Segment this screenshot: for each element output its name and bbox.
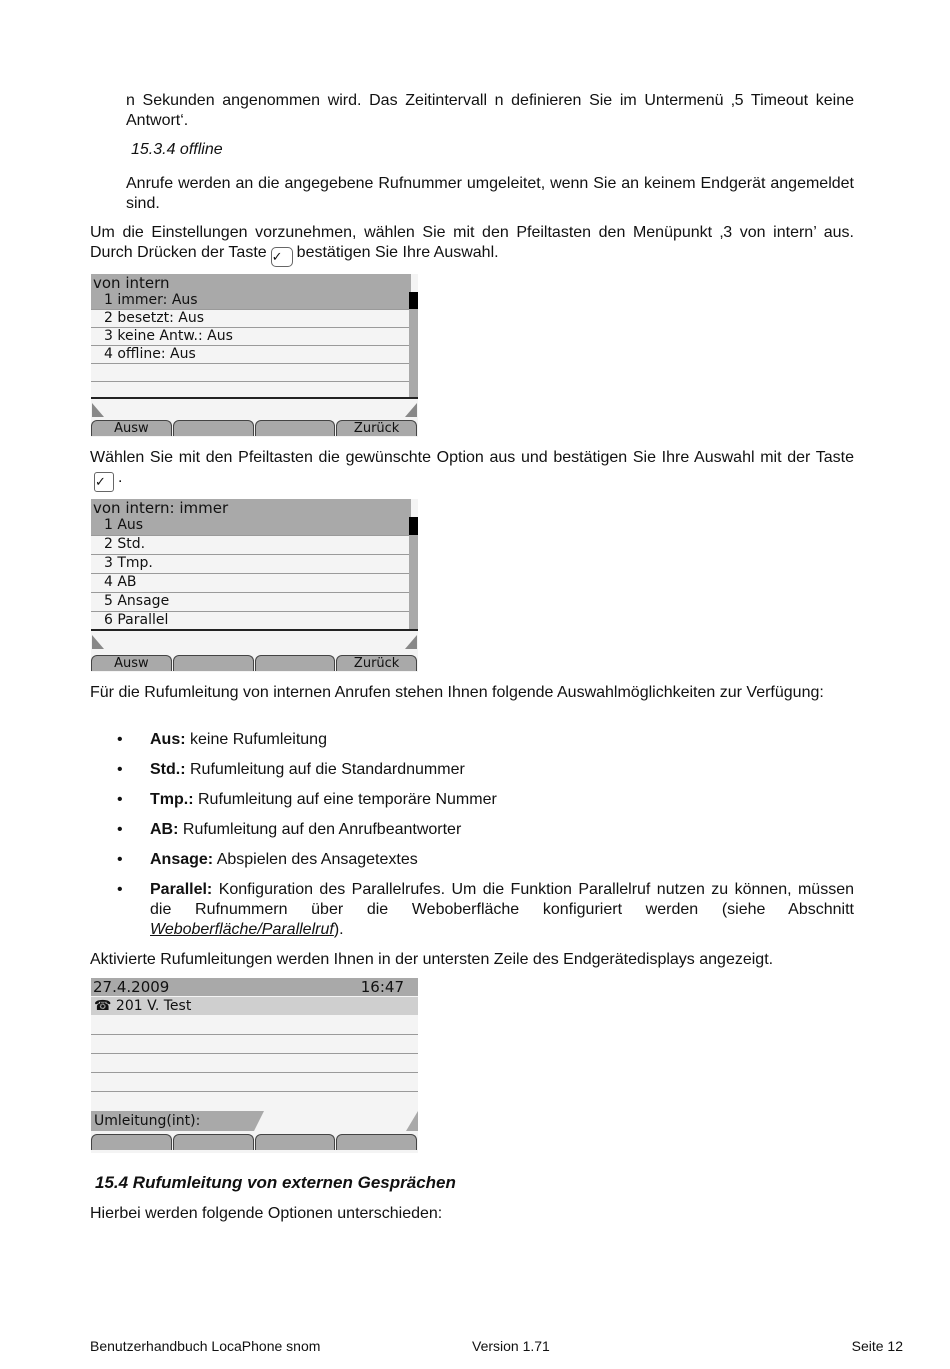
display-title: von intern: immer (91, 499, 411, 517)
paragraph-settings-text: Um die Einstellungen vorzunehmen, wählen Sie mit den Pfeiltasten den Menüpunkt ‚3 von intern’ aus. Durch Drücken der Taste (90, 224, 854, 261)
option-label: Tmp.: (150, 791, 194, 808)
paragraph-settings-tail: bestätigen Sie Ihre Auswahl. (296, 244, 499, 261)
softkey-3[interactable] (255, 420, 336, 436)
arrow-bar (91, 629, 418, 651)
option-label: Ansage: (150, 851, 214, 868)
menu-item[interactable]: 2 besetzt: Aus (91, 310, 409, 328)
phone-display-immer (91, 499, 418, 672)
softkey-2[interactable] (173, 655, 254, 671)
list-item (90, 850, 854, 870)
option-text: Rufumleitung auf die Standardnummer (185, 761, 465, 778)
arrow-right-icon (405, 403, 417, 417)
menu-item[interactable]: 3 Tmp. (91, 555, 409, 574)
softkey-bar (91, 655, 418, 672)
check-key-icon: ✓ (271, 247, 293, 267)
menu-item[interactable]: 2 Std. (91, 536, 409, 555)
option-text-tail: ). (333, 921, 344, 938)
option-label: AB: (150, 821, 179, 838)
redirect-status: Umleitung(int): (91, 1111, 254, 1131)
menu-item[interactable]: 1 Aus (91, 517, 409, 536)
paragraph-select-option (90, 448, 854, 492)
display-menu-list (91, 292, 409, 400)
display-date: 27.4.2009 (93, 978, 170, 996)
phone-display-von-intern (91, 274, 418, 437)
option-text: Abspielen des Ansagetextes (213, 851, 418, 868)
display-menu-list (91, 517, 409, 631)
list-item (90, 760, 854, 780)
bullet-icon: • (117, 731, 123, 748)
bullet-icon: • (117, 881, 123, 898)
arrow-right-icon (406, 1111, 418, 1131)
divider (91, 1072, 418, 1073)
scrollbar[interactable] (409, 517, 418, 631)
scrollbar-thumb[interactable] (409, 292, 418, 309)
softkey-1[interactable] (91, 1134, 172, 1150)
menu-item[interactable]: 3 keine Antw.: Aus (91, 328, 409, 346)
softkey-3[interactable] (255, 655, 336, 671)
menu-item[interactable]: 4 offline: Aus (91, 346, 409, 364)
option-label: Aus: (150, 731, 186, 748)
softkey-ausw[interactable]: Ausw (91, 420, 172, 436)
softkey-bar (91, 420, 418, 437)
subsection-heading-offline: 15.3.4 offline (131, 141, 223, 158)
arrow-bar (91, 397, 418, 419)
softkey-4[interactable] (336, 1134, 417, 1150)
phone-display-idle (91, 978, 418, 1153)
menu-item[interactable]: 1 immer: Aus (91, 292, 409, 310)
arrow-left-icon (92, 403, 104, 417)
footer-page: Seite 12 (851, 1338, 903, 1354)
display-title: von intern (91, 274, 411, 292)
section-heading-extern: 15.4 Rufumleitung von externen Gesprächen (95, 1173, 456, 1192)
paragraph-active-redirects: Aktivierte Rufumleitungen werden Ihnen in der untersten Zeile des Endgerätedisplays angezeigt. (90, 951, 774, 968)
display-header (91, 978, 418, 996)
paragraph-select-tail: . (118, 469, 123, 486)
display-time: 16:47 (360, 978, 404, 996)
paragraph-select-text: Wählen Sie mit den Pfeiltasten die gewünschte Option aus und bestätigen Sie Ihre Auswahl mit der Taste (90, 449, 854, 466)
divider (91, 1053, 418, 1054)
softkey-3[interactable] (255, 1134, 336, 1150)
softkey-2[interactable] (173, 420, 254, 436)
options-list (90, 730, 854, 950)
option-text: Konfiguration des Parallelrufes. Um die Funktion Parallelruf nutzen zu können, müssen die Rufnummern über die Weboberfläche konfiguriert werden (siehe Abschnitt (150, 881, 854, 918)
list-item (90, 820, 854, 840)
softkey-zurueck[interactable]: Zurück (336, 420, 417, 436)
paragraph-settings (90, 223, 854, 267)
bullet-icon: • (117, 761, 123, 778)
display-identity-line (91, 997, 418, 1015)
check-key-icon: ✓ (94, 472, 114, 492)
menu-item[interactable]: 5 Ansage (91, 593, 409, 612)
bullet-icon: • (117, 791, 123, 808)
option-text: Rufumleitung auf den Anrufbeantworter (178, 821, 462, 838)
footer-version: Version 1.71 (472, 1338, 550, 1354)
softkey-zurueck[interactable]: Zurück (336, 655, 417, 671)
list-item (90, 730, 854, 750)
softkey-2[interactable] (173, 1134, 254, 1150)
phone-icon: ☎ (94, 998, 112, 1014)
status-tab-corner (254, 1111, 264, 1131)
option-text: Rufumleitung auf eine temporäre Nummer (193, 791, 497, 808)
softkey-bar (91, 1134, 418, 1151)
arrow-left-icon (92, 635, 104, 649)
paragraph-timeout: n Sekunden angenommen wird. Das Zeitintervall n definieren Sie im Untermenü ‚5 Timeout keine Antwort‘. (126, 92, 854, 129)
footer-left: Benutzerhandbuch LocaPhone snom (90, 1338, 321, 1354)
list-item (90, 790, 854, 810)
paragraph-options-extern: Hierbei werden folgende Optionen unterschieden: (90, 1205, 443, 1222)
scrollbar[interactable] (409, 292, 418, 400)
softkey-ausw[interactable]: Ausw (91, 655, 172, 671)
menu-item[interactable]: 6 Parallel (91, 612, 409, 631)
divider (91, 1034, 418, 1035)
option-text: keine Rufumleitung (185, 731, 327, 748)
menu-item (91, 364, 409, 382)
option-label: Std.: (150, 761, 186, 778)
scrollbar-thumb[interactable] (409, 517, 418, 535)
bullet-icon: • (117, 851, 123, 868)
option-label: Parallel: (150, 881, 213, 898)
menu-item[interactable]: 4 AB (91, 574, 409, 593)
arrow-right-icon (405, 635, 417, 649)
identity-text: 201 V. Test (115, 998, 192, 1014)
weboberflaeche-link[interactable]: Weboberfläche/Parallelruf (150, 921, 334, 938)
paragraph-options-intro: Für die Rufumleitung von internen Anrufen stehen Ihnen folgende Auswahlmöglichkeiten zur Verfügung: (90, 684, 824, 701)
divider (91, 1091, 418, 1092)
paragraph-offline: Anrufe werden an die angegebene Rufnummer umgeleitet, wenn Sie an keinem Endgerät angemeldet sind. (126, 175, 854, 212)
bullet-icon: • (117, 821, 123, 838)
list-item (90, 880, 854, 940)
